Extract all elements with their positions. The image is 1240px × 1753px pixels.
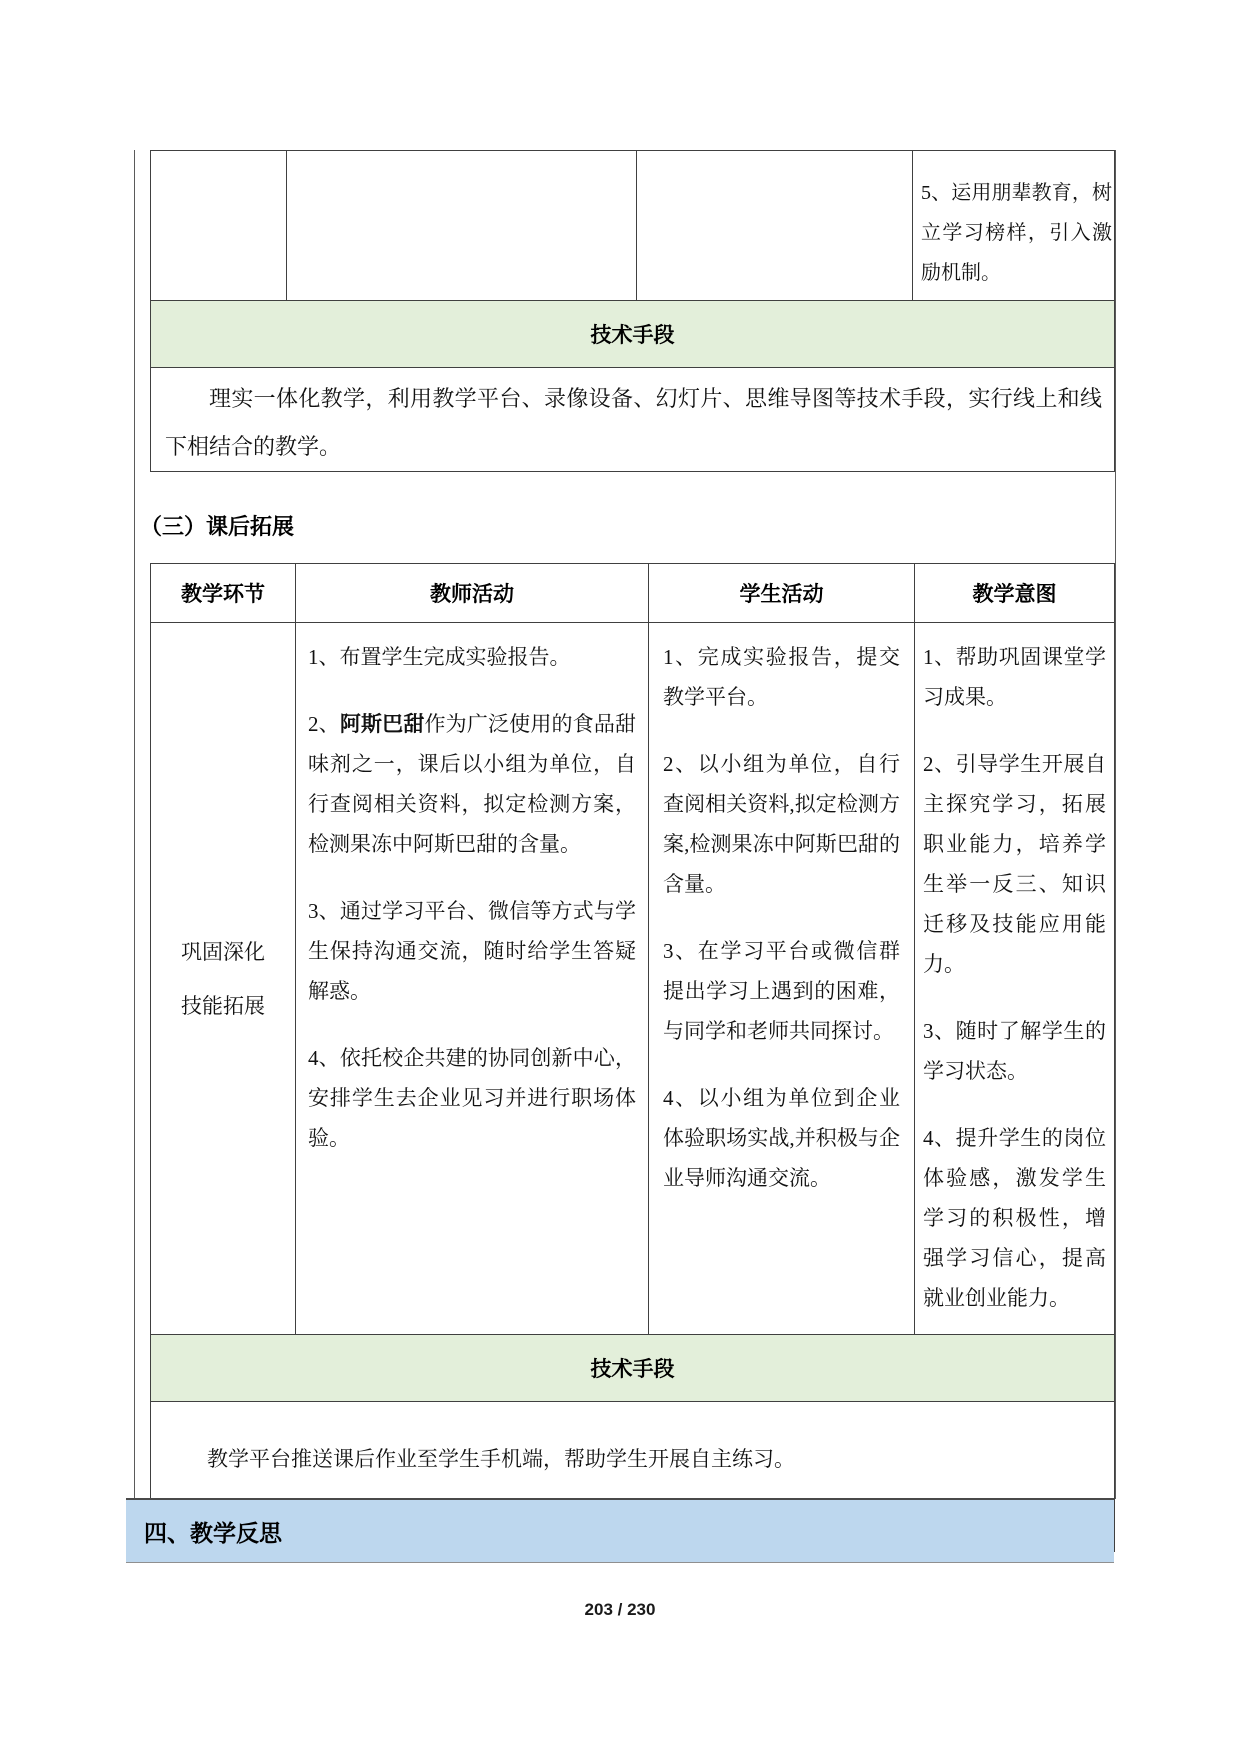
continuation-table xyxy=(150,150,1115,472)
stage-cell xyxy=(151,623,296,1335)
reflection-heading: 四、教学反思 xyxy=(144,1519,282,1546)
continuation-row xyxy=(151,151,1115,301)
teaching-intent-item: 1、帮助巩固课堂学习成果。 xyxy=(923,645,1106,709)
teaching-intent-cell xyxy=(915,623,1115,1335)
teacher-activity-item: 2、阿斯巴甜作为广泛使用的食品甜味剂之一，课后以小组为单位，自行查阅相关资料，拟定检测方案，检测果冻中阿斯巴甜的含量。 xyxy=(308,712,637,856)
stage-line-1: 巩固深化 xyxy=(181,939,265,964)
section-heading: （三）课后拓展 xyxy=(140,514,295,539)
tech-methods-label-2: 技术手段 xyxy=(151,1335,1115,1402)
teaching-intent-item: 3、随时了解学生的学习状态。 xyxy=(923,1019,1106,1083)
extension-header-row xyxy=(151,564,1115,623)
student-activities-cell xyxy=(649,623,915,1335)
tech-header-row xyxy=(151,301,1115,368)
extension-body-row xyxy=(151,623,1115,1335)
teacher-activity-item: 4、依托校企共建的协同创新中心，安排学生去企业见习并进行职场体验。 xyxy=(308,1046,636,1150)
student-activity-item: 3、在学习平台或微信群提出学习上遇到的困难，与同学和老师共同探讨。 xyxy=(663,939,900,1043)
student-activity-item: 1、完成实验报告，提交教学平台。 xyxy=(663,645,900,709)
col-header-intent: 教学意图 xyxy=(915,564,1115,623)
teacher-activity-item: 1、布置学生完成实验报告。 xyxy=(308,645,571,669)
col-header-teacher: 教师活动 xyxy=(296,564,649,623)
empty-student-cell xyxy=(637,151,913,301)
intent-continuation-cell: 5、运用朋辈教育，树立学习榜样，引入激励机制。 xyxy=(913,151,1115,301)
teacher-activities-cell xyxy=(296,623,649,1335)
tech-paragraph-2: 教学平台推送课后作业至学生手机端，帮助学生开展自主练习。 xyxy=(151,1402,1115,1552)
tech-header-row-2 xyxy=(151,1335,1115,1402)
reflection-banner xyxy=(126,1498,1114,1563)
col-header-student: 学生活动 xyxy=(649,564,915,623)
page-number: 203 / 230 xyxy=(584,1600,656,1619)
tech-paragraph: 理实一体化教学，利用教学平台、录像设备、幻灯片、思维导图等技术手段，实行线上和线下相结合的教学。 xyxy=(151,368,1115,472)
col-header-stage: 教学环节 xyxy=(151,564,296,623)
extension-table xyxy=(150,563,1115,1552)
empty-stage-cell xyxy=(151,151,287,301)
student-activity-item: 2、以小组为单位，自行查阅相关资料,拟定检测方案,检测果冻中阿斯巴甜的含量。 xyxy=(663,752,900,896)
teaching-intent-item: 2、引导学生开展自主探究学习，拓展职业能力，培养学生举一反三、知识迁移及技能应用能力。 xyxy=(923,752,1106,976)
tech-paragraph-row xyxy=(151,368,1115,472)
stage-line-2: 技能拓展 xyxy=(181,993,265,1018)
teacher-activity-item: 3、通过学习平台、微信等方式与学生保持沟通交流，随时给学生答疑解惑。 xyxy=(308,899,636,1003)
tech-methods-label: 技术手段 xyxy=(151,301,1115,368)
teaching-intent-item: 4、提升学生的岗位体验感，激发学生学习的积极性，增强学习信心，提高就业创业能力。 xyxy=(923,1126,1106,1310)
student-activity-item: 4、以小组为单位到企业体验职场实战,并积极与企业导师沟通交流。 xyxy=(663,1086,900,1190)
empty-teacher-cell xyxy=(287,151,637,301)
